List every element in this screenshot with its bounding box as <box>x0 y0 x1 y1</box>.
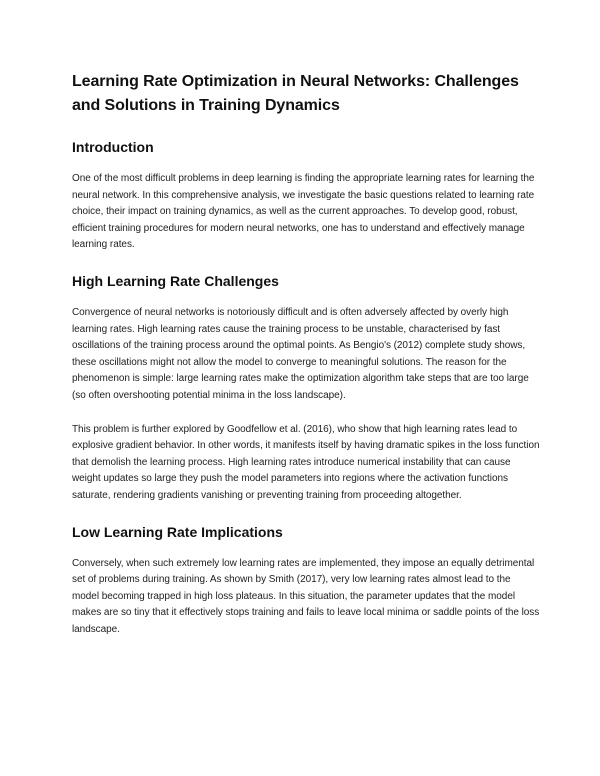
section-heading-introduction: Introduction <box>72 139 154 155</box>
section-heading-low-learning-rate: Low Learning Rate Implications <box>72 523 283 540</box>
paragraph: One of the most difficult problems in deep learning is finding the appropriate learning rates for learning the neural network. In this comprehensive analysis, we investigate the basic questions related to learning rate choice, their impact on training dynamics, as well as the current approaches. To develop good, robust, efficient training procedures for modern neural networks, one has to understand and effectively manage learning rates. <box>72 173 535 251</box>
section-introduction <box>72 137 540 254</box>
section-low-learning-rate <box>72 522 540 639</box>
document-title: Learning Rate Optimization in Neural Networks: Challenges and Solutions in Training Dynamics <box>72 73 519 114</box>
paragraph: Conversely, when such extremely low learning rates are implemented, they impose an equally detrimental set of problems during training. As shown by Smith (2017), very low learning rates almost lead to the model becoming trapped in high loss plateaus. In this situation, the parameter updates that the model makes are so tiny that it effectively stops training and fails to leave local minima or saddle points of the loss landscape. <box>72 557 540 635</box>
paragraph: Convergence of neural networks is notoriously difficult and is often adversely affected by overly high learning rates. High learning rates cause the training process to be unstable, characterised by fast oscillations of the training process around the optimal points. As Bengio's (2012) complete study shows, these oscillations might not allow the model to converge to meaningful solutions. The reason for the phenomenon is simple: large learning rates make the optimization algorithm take steps that are too large (so often overshooting potential minima in the loss landscape). <box>72 306 529 401</box>
paragraph: This problem is further explored by Goodfellow et al. (2016), who show that high learning rates lead to explosive gradient behavior. In other words, it manifests itself by having dramatic spikes in the loss function that demolish the learning process. High learning rates introduce numerical instability that can cause weight updates so large they push the model parameters into regions where the activation functions saturate, rendering gradients vanishing or preventing training from proceeding altogether. <box>72 423 540 501</box>
section-heading-high-learning-rate: High Learning Rate Challenges <box>72 272 279 289</box>
section-high-learning-rate <box>72 271 540 505</box>
